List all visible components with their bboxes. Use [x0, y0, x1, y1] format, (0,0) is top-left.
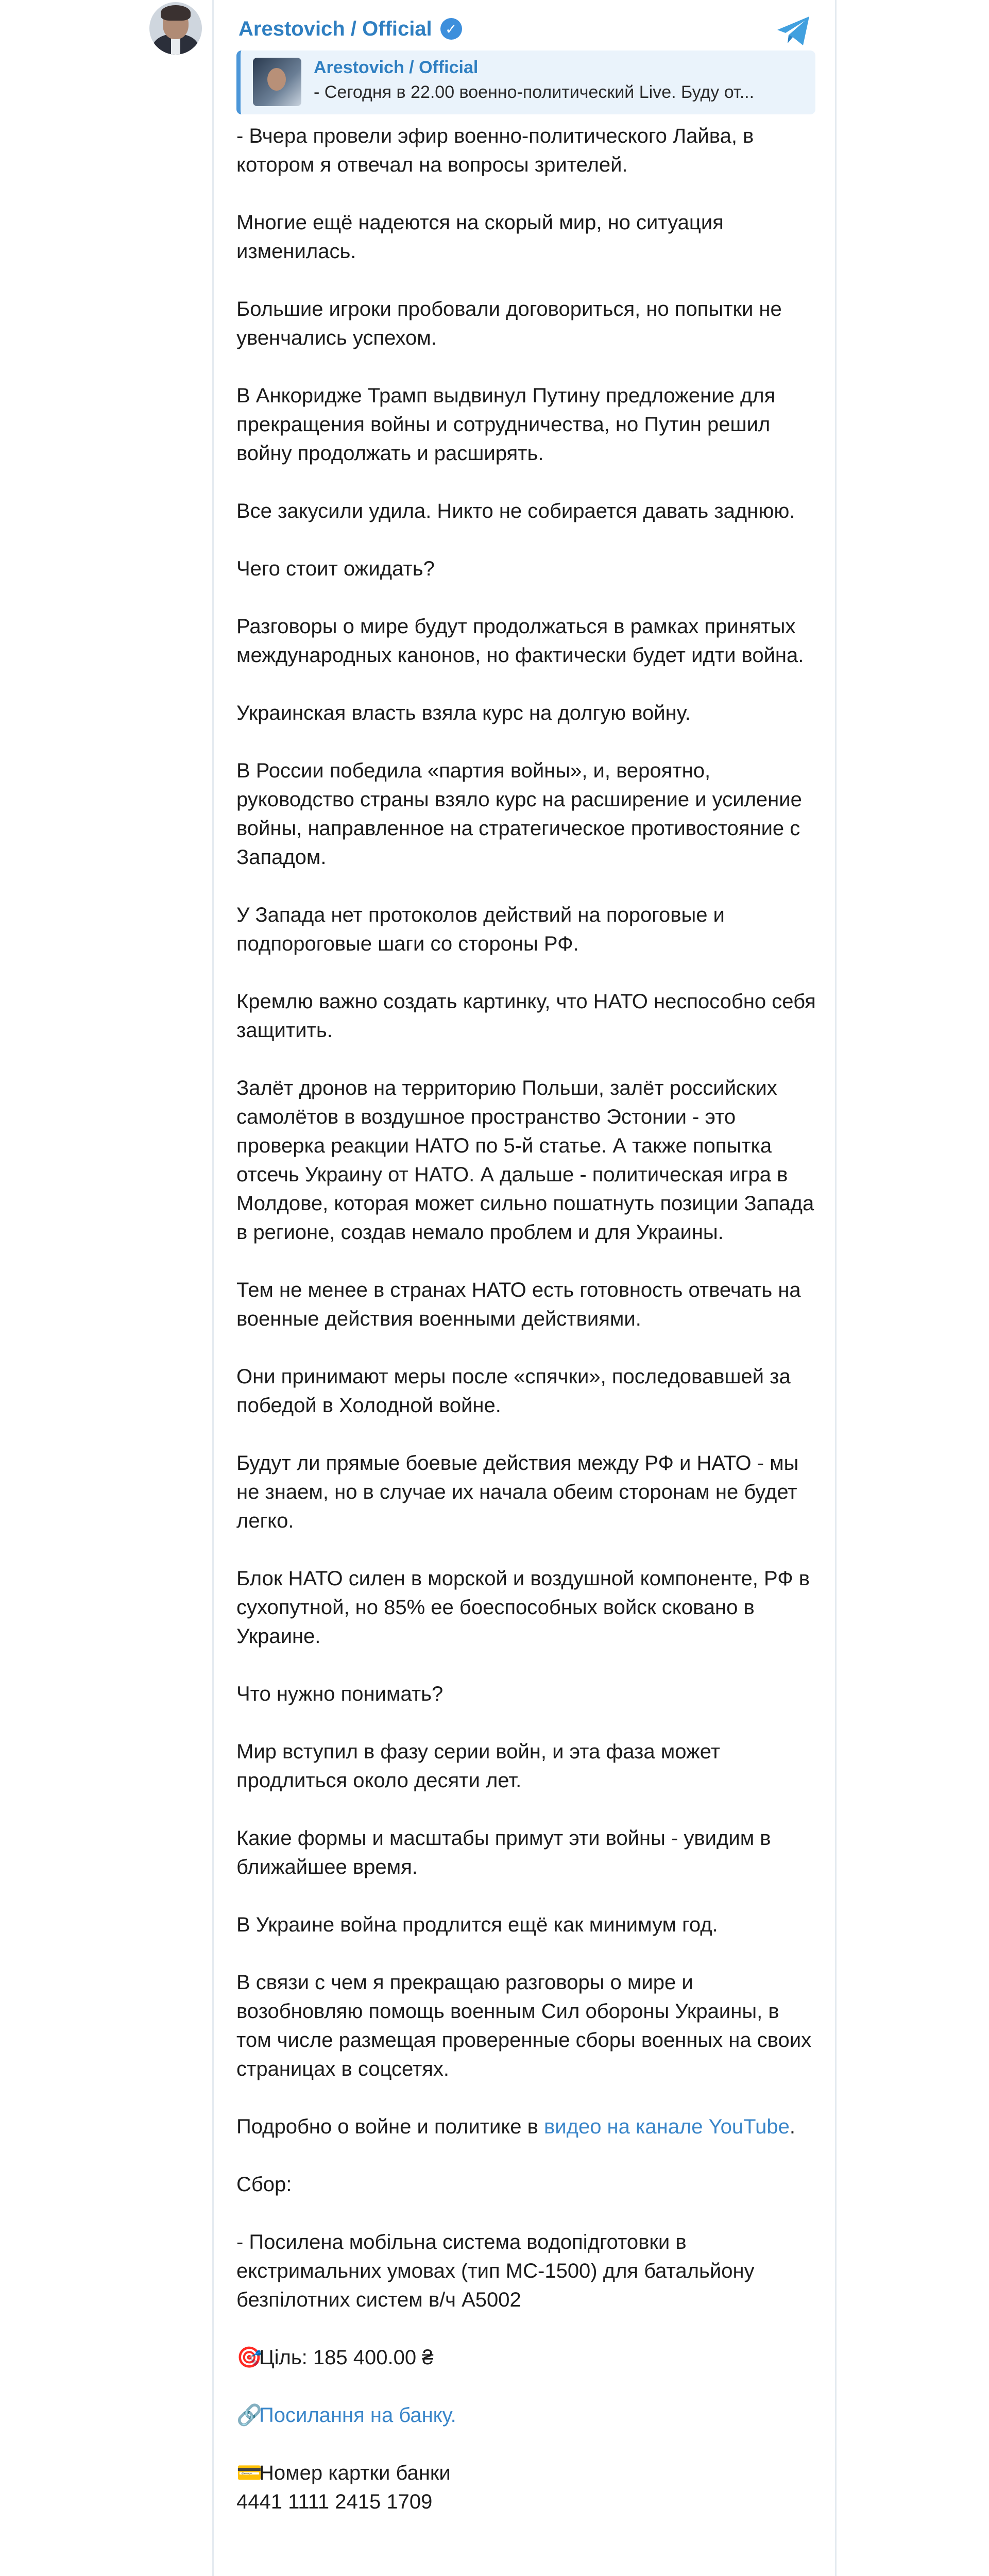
- card-label: Номер картки банки: [259, 2462, 451, 2484]
- paragraph: Какие формы и масштабы примут эти войны - увидим в ближайшее время.: [236, 1827, 777, 1878]
- paragraph: Будут ли прямые боевые действия между РФ и НАТО - мы не знаем, но в случае их начала обеим сторонам не будет легко.: [236, 1452, 805, 1532]
- paragraph: В Анкоридже Трамп выдвинул Путину предложение для прекращения войны и сотрудничества, но Путин решил войну продолжать и расширять.: [236, 384, 781, 465]
- credit-card-icon: 💳: [236, 2462, 262, 2484]
- paragraph: Украинская власть взяла курс на долгую войну.: [236, 702, 691, 724]
- reply-author: Arestovich / Official: [314, 58, 479, 77]
- paragraph: - Вчера провели эфир военно-политического Лайва, в котором я отвечал на вопросы зрителей.: [236, 125, 760, 176]
- paragraph: Чего стоит ожидать?: [236, 557, 435, 580]
- paragraph: Кремлю важно создать картинку, что НАТО неспособно себя защитить.: [236, 990, 822, 1042]
- more-info-prefix: Подробно о войне и политике в: [236, 2115, 544, 2138]
- collection-description: - Посилена мобільна система водопідготовки в екстримальних умовах (тип МС-1500) для батальйону безпілотних систем в/ч А5002: [236, 2231, 760, 2311]
- paragraph: Что нужно понимать?: [236, 1683, 444, 1705]
- message-text: [236, 122, 822, 2516]
- paragraph: Все закусили удила. Никто не собирается давать заднюю.: [236, 500, 795, 522]
- telegram-logo-icon[interactable]: [773, 10, 814, 52]
- reply-text: - Сегодня в 22.00 военно-политический Live. Буду от...: [314, 82, 755, 102]
- channel-avatar[interactable]: [149, 2, 202, 55]
- paragraph: Залёт дронов на территорию Польши, залёт российских самолётов в воздушное пространство Эстонии - это проверка реакции НАТО по 5-й статье. А также попытка отсечь Украину от НАТО. А дальше - политическая игра в Молдове, которая может сильно пошатнуть позиции Запада в регионе, создав немало проблем и для Украины.: [236, 1077, 820, 1244]
- youtube-video-link[interactable]: видео на канале YouTube: [544, 2115, 790, 2138]
- target-icon: 🎯: [236, 2346, 262, 2369]
- reply-preview[interactable]: [236, 50, 815, 114]
- paragraph: В России победила «партия войны», и, вероятно, руководство страны взяло курс на расширение и усиление войны, направленное на стратегическое противостояние с Западом.: [236, 759, 808, 869]
- verified-badge-icon: ✓: [440, 18, 462, 40]
- card-label-line: [236, 2459, 817, 2487]
- paragraph: У Запада нет протоколов действий на пороговые и подпороговые шаги со стороны РФ.: [236, 904, 731, 955]
- goal-text: Ціль: 185 400.00 ₴: [259, 2346, 434, 2369]
- paragraph: Большие игроки пробовали договориться, но попытки не увенчались успехом.: [236, 298, 788, 349]
- message-header: [238, 13, 462, 44]
- paragraph: Они принимают меры после «спячки», последовавшей за победой в Холодной войне.: [236, 1365, 796, 1417]
- more-info-line: [236, 2112, 817, 2141]
- paragraph: Многие ещё надеются на скорый мир, но ситуация изменилась.: [236, 211, 729, 263]
- paragraph: Тем не менее в странах НАТО есть готовность отвечать на военные действия военными действиями.: [236, 1279, 807, 1330]
- goal-line: [236, 2343, 817, 2372]
- more-info-suffix: .: [789, 2115, 795, 2138]
- paragraph: В Украине война продлится ещё как минимум год.: [236, 1913, 718, 1936]
- paragraph: Блок НАТО силен в морской и воздушной компоненте, РФ в сухопутной, но 85% ее боеспособных войск сковано в Украине.: [236, 1567, 816, 1648]
- reply-thumbnail: [253, 58, 301, 106]
- link-icon: 🔗: [236, 2404, 262, 2427]
- bank-link-line: [236, 2401, 817, 2430]
- channel-name[interactable]: Arestovich / Official: [238, 17, 432, 40]
- paragraph: Разговоры о мире будут продолжаться в рамках принятых международных канонов, но фактически будет идти война.: [236, 615, 804, 667]
- collection-label: Сбор:: [236, 2173, 292, 2196]
- card-number: 4441 1111 2415 1709: [236, 2490, 433, 2513]
- bank-link[interactable]: Посилання на банку.: [259, 2404, 456, 2427]
- message-card: [212, 0, 837, 2576]
- paragraph: Мир вступил в фазу серии войн, и эта фаза может продлиться около десяти лет.: [236, 1740, 726, 1792]
- paragraph: В связи с чем я прекращаю разговоры о мире и возобновляю помощь военным Сил обороны Украины, в том числе размещая проверенные сборы военных на своих страницах в соцсетях.: [236, 1971, 817, 2080]
